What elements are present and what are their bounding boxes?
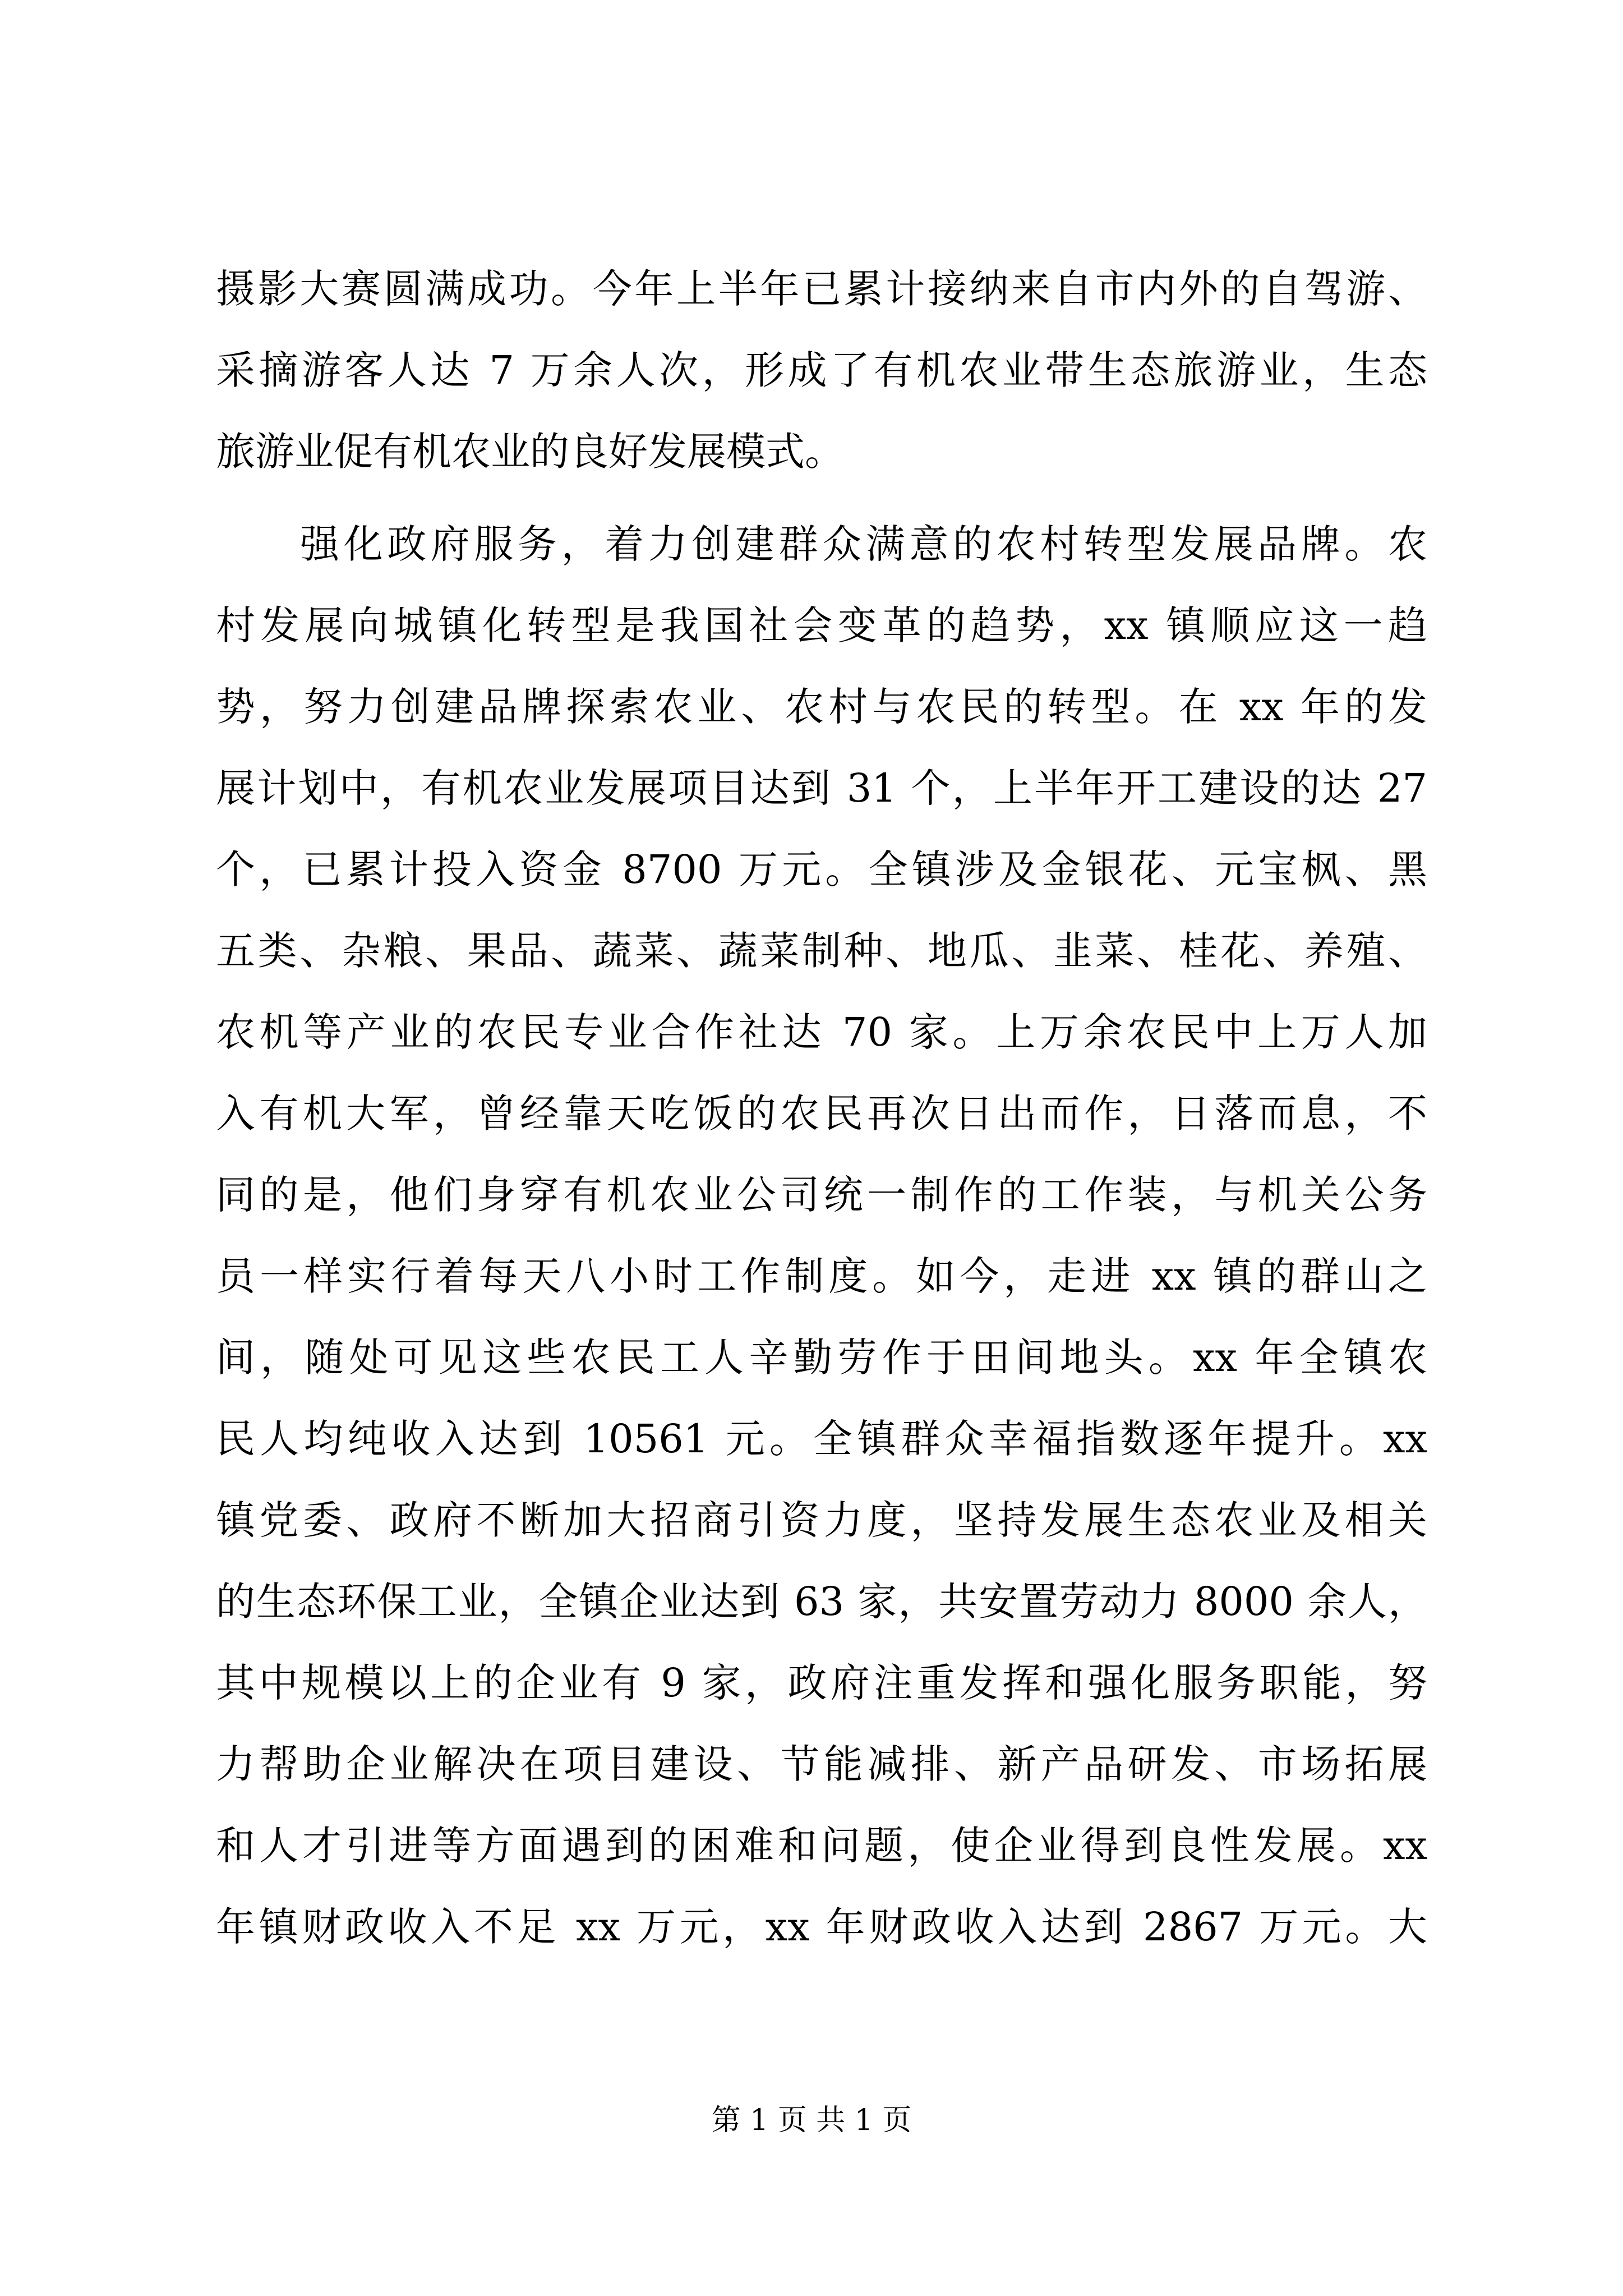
text-line: 农机等产业的农民专业合作社达 70 家。上万余农民中上万人加 — [216, 1009, 1427, 1055]
text-line: 力帮助企业解决在项目建设、节能减排、新产品研发、市场拓展 — [216, 1741, 1427, 1787]
text-line: 村发展向城镇化转型是我国社会变革的趋势，xx 镇顺应这一趋 — [216, 602, 1427, 648]
paragraph-first-line: 强化政府服务，着力创建群众满意的农村转型发展品牌。农 — [300, 521, 1427, 567]
text-line: 五类、杂粮、果品、蔬菜、蔬菜制种、地瓜、韭菜、桂花、养殖、 — [216, 928, 1427, 974]
text-line: 展计划中，有机农业发展项目达到 31 个，上半年开工建设的达 27 — [216, 765, 1427, 811]
text-line: 旅游业促有机农业的良好发展模式。 — [216, 429, 844, 475]
text-line: 势，努力创建品牌探索农业、农村与农民的转型。在 xx 年的发 — [216, 684, 1427, 730]
text-line: 间，随处可见这些农民工人辛勤劳作于田间地头。xx 年全镇农 — [216, 1335, 1427, 1381]
text-line: 民人均纯收入达到 10561 元。全镇群众幸福指数逐年提升。xx — [216, 1416, 1427, 1462]
text-line: 镇党委、政府不断加大招商引资力度，坚持发展生态农业及相关 — [216, 1497, 1427, 1543]
text-line: 的生态环保工业，全镇企业达到 63 家，共安置劳动力 8000 余人， — [216, 1579, 1427, 1625]
text-line: 年镇财政收入不足 xx 万元，xx 年财政收入达到 2867 万元。大 — [216, 1904, 1427, 1950]
text-line: 和人才引进等方面遇到的困难和问题，使企业得到良性发展。xx — [216, 1823, 1427, 1869]
page-number-footer: 第 1 页 共 1 页 — [711, 2104, 912, 2137]
text-line: 摄影大赛圆满成功。今年上半年已累计接纳来自市内外的自驾游、 — [216, 266, 1427, 312]
text-line: 员一样实行着每天八小时工作制度。如今，走进 xx 镇的群山之 — [216, 1253, 1427, 1299]
text-line: 个，已累计投入资金 8700 万元。全镇涉及金银花、元宝枫、黑 — [216, 846, 1427, 892]
text-line: 采摘游客人达 7 万余人次，形成了有机农业带生态旅游业，生态 — [216, 347, 1427, 393]
text-line: 同的是，他们身穿有机农业公司统一制作的工作装，与机关公务 — [216, 1172, 1427, 1218]
text-line: 其中规模以上的企业有 9 家，政府注重发挥和强化服务职能，努 — [216, 1660, 1427, 1706]
text-line: 入有机大军，曾经靠天吃饭的农民再次日出而作，日落而息，不 — [216, 1091, 1427, 1137]
